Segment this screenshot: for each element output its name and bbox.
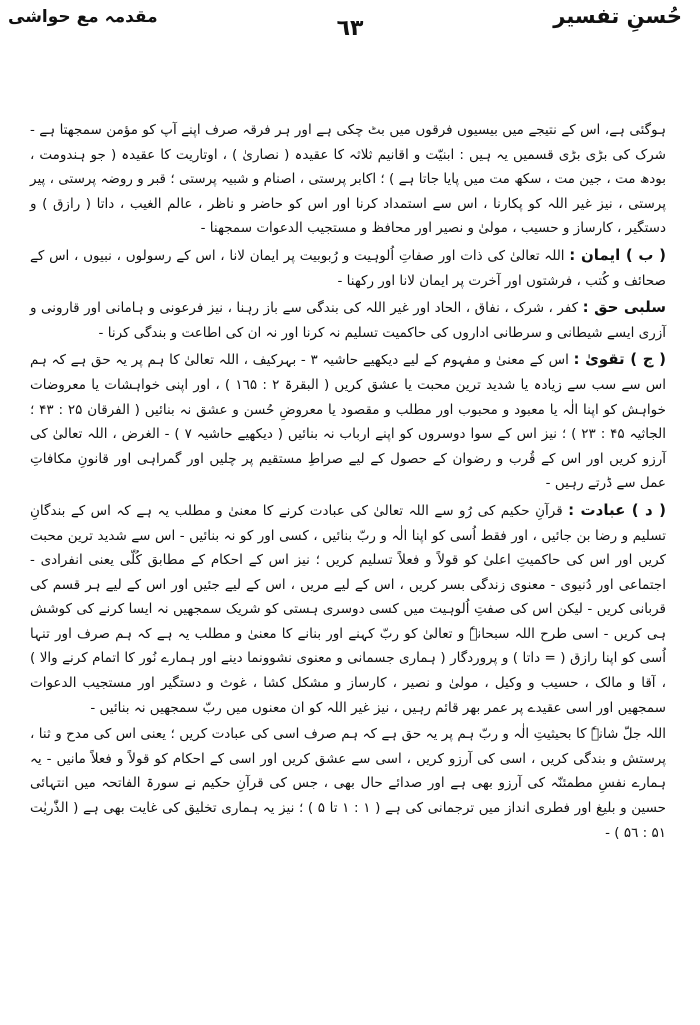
paragraph-ibadat [30, 498, 666, 720]
page-number: ٦٣ [336, 16, 364, 41]
paragraph-text: اللہ تعالیٰ کی ذات اور صفاتِ اُلوہیت و رُبوبیت پر ایمان لانا ، اس کے رسولوں ، نبیوں ، اس کے صحائف و کُتب ، فرشتوں اور آخرت پر ایمان لانا اور رکھنا - [30, 247, 666, 289]
paragraph-text: قرآنِ حکیم کی رُو سے اللہ تعالیٰ کی عبادت کرنے کا معنیٰ و مطلب یہ ہے کہ اس کے بندگانِ تسلیم و رضا بن جائیں ، اور فقط اُسی کو اپنا الٰہ و ربّ بنائیں ، کسی اور کو نہ بنائیں - اس سے شدید ترین محبت کریں اور اس کی حاکمیتِ اعلیٰ کو قولاً و فعلاً تسلیم کریں ؛ نیز اس کے احکام کے مطابق کُلّی یعنی انفرادی - اجتماعی اور دُنیوی - معنوی زندگی بسر کریں ، اس کے لیے مریں ، اس کے لیے جئیں اور اس کے لیے ہر قسم کی قربانی کریں - لیکن اس کی صفتِ اُلوہیت میں کسی دوسری ہستی کو شریک سمجھیں نہ ایسا کرنے کی کوشش ہی کریں - اسی طرح اللہ سبحانہٗ و تعالیٰ کو ربّ کہنے اور بنانے کا معنیٰ و مطلب یہ ہے کہ ہم صرف اور تنہا اُسی کو اپنا رازق ( = داتا ) و پروردگار ( ہماری جسمانی و معنوی نشوونما دینے اور ہمارے نُور کا اتمام کرنے والا ) ، آقا و مالک ، حسیب و وکیل ، مولیٰ و نصیر ، کارساز و مشکل کشا ، غوث و دستگیر اور مستجیب الدعوات سمجھیں اور اسی عقیدے پر عمر بھر قائم رہیں ، نیز غیر اللہ کو ان معنوں میں ربّ سمجھیں نہ بنائیں - [30, 502, 666, 716]
paragraph-label: ( د ) عبادت : [568, 500, 666, 519]
paragraph-iman [30, 243, 666, 293]
paragraph-label: ( ج ) تقویٰ : [573, 350, 666, 369]
paragraph-closing [30, 722, 666, 845]
section-title: مقدمہ مع حواشی [8, 7, 158, 27]
paragraph-intro [30, 118, 666, 241]
paragraph-label: ( ب ) ایمان : [569, 245, 666, 264]
page-body [30, 118, 666, 845]
paragraph-taqwa [30, 347, 666, 496]
paragraph-text: کفر ، شرک ، نفاق ، الحاد اور غیر اللہ کی بندگی سے باز رہنا ، نیز فرعونی و ہامانی اور قارونی و آزری ایسے شیطانی و سرطانی اداروں کی حاکمیت تسلیم نہ کرنا اور نہ ان کی اطاعت و بندگی کرنا - [30, 300, 666, 341]
paragraph-salbi-haq [30, 295, 666, 345]
book-title: حُسنِ تفسیر [553, 4, 682, 28]
paragraph-text: اللہ جلّ شانہٗ کا بحیثیتِ الٰہ و ربّ ہم پر یہ حق ہے کہ ہم صرف اسی کی عبادت کریں ؛ یعنی اس کی مدح و ثنا ، پرستش و بندگی کریں ، اسی کی آرزو کریں ، اسی سے عشق کریں اور اسی کے احکام کو قولاً و فعلاً مانیں - یہ ہمارے نفسِ مطمئنّہ کی آرزو بھی ہے اور صدائے حال بھی ، جس کی قرآنِ حکیم نے سورۃ الفاتحہ میں انتہائی حسین و بلیغ اور فطری انداز میں ترجمانی کی ہے ( ۱ : ۱ تا ۵ ) ؛ نیز یہ ہماری تخلیق کی غایت بھی ہے ( الذّٰریٰت ۵۱ : ۵٦ ) - [30, 726, 666, 841]
paragraph-text: ہوگئی ہے، اس کے نتیجے میں بیسیوں فرقوں میں بٹ چکی ہے اور ہر فرقہ صرف اپنے آپ کو مؤمن سمجھتا ہے - شرک کی بڑی بڑی قسمیں یہ ہیں : ابنیّت و اقانیم ثلاثہ کا عقیدہ ( نصاریٰ ) ، اوتاریت کا عقیدہ ( جو ہندومت ، بودھ مت ، جین مت ، سکھ مت میں پایا جاتا ہے ) ؛ اکابر پرستی ، اصنام و شبیہ پرستی ؛ قبر و روضہ پرستی ، پیر پرستی ، نیز غیر اللہ کو پکارنا ، اس سے استمداد کرنا اور اس کو حاضر و ناظر ، عالم الغیب ، داتا ( رازق ) و دستگیر ، کارساز و حسیب ، مولیٰ و نصیر اور محافظ و مستجیب الدعوات سمجھنا - [30, 122, 666, 237]
paragraph-label: سلبی حق : [582, 298, 667, 317]
paragraph-text: اس کے معنیٰ و مفہوم کے لیے دیکھیے حاشیہ ۳ - بہرکیف ، اللہ تعالیٰ کا ہم پر یہ حق ہے کہ ہم اس سے سب سے زیادہ یا شدید ترین محبت یا عشق کریں ( البقرۃ ۲ : ۱٦۵ ) ، اور اپنی خواہشات یا معروضات خواہش کو اپنا الٰہ یا معبود و محبوب اور مطلب و مقصود یا معروضِ حُسن و عشق نہ بنائیں ( الفرقان ۲۵ : ۴۳ ؛ الجاثیہ ۴۵ : ۲۳ ) ؛ نیز اس کے سوا دوسروں کو اپنے ارباب نہ بنائیں ( دیکھیے حاشیہ ۷ ) - الغرض ، اللہ تعالیٰ کی آرزو کریں اور اس کے قُرب و رضوان کے حصول کے لیے صراطِ مستقیم پر چلیں اور گمراہی اور قانونِ مکافاتِ عمل سے ڈرتے رہیں - [30, 352, 666, 492]
